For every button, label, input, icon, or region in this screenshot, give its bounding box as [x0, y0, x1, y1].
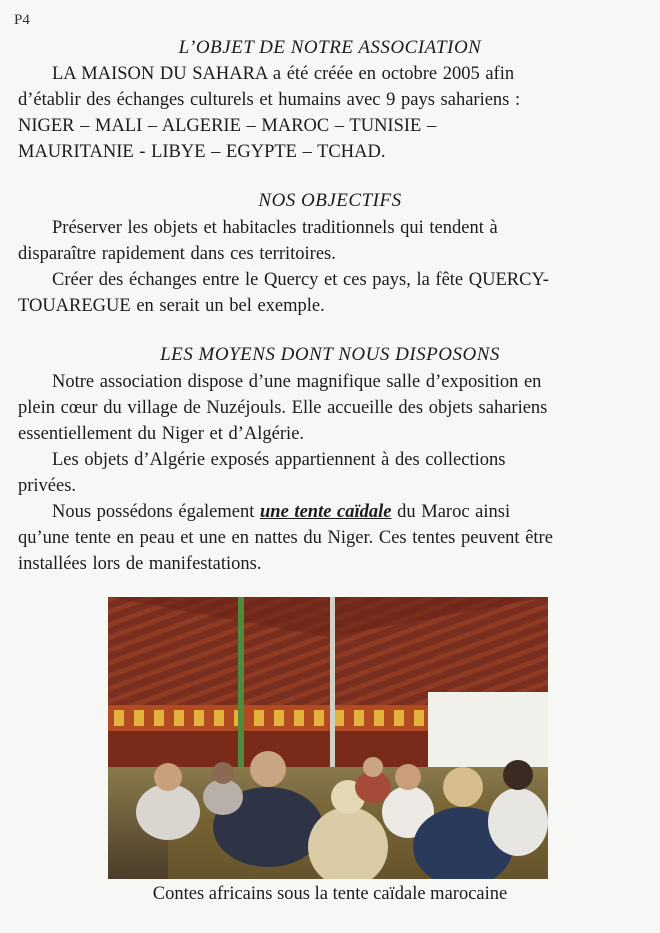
emphasized-text: une tente caïdale: [260, 502, 392, 522]
text-line: disparaître rapidement dans ces territoires.: [18, 244, 336, 264]
page-number: P4: [14, 12, 30, 28]
text-line: installées lors de manifestations.: [18, 554, 262, 574]
photo-caption: Contes africains sous la tente caïdale marocaine: [152, 884, 508, 904]
paragraph-objectives: [18, 215, 646, 319]
text-span: Nous possédons également: [52, 502, 261, 522]
tent-photo: [108, 597, 548, 879]
paragraph-means: [18, 369, 646, 577]
text-line: Notre association dispose d’une magnifique salle d’exposition en: [52, 372, 542, 392]
text-line: NIGER – MALI – ALGERIE – MAROC – TUNISIE –: [18, 116, 437, 136]
text-line: LA MAISON DU SAHARA a été créée en octobre 2005 afin: [52, 64, 515, 84]
text-span: du Maroc ainsi: [391, 502, 511, 522]
text-line: privées.: [18, 476, 77, 496]
text-line: Créer des échanges entre le Quercy et ces pays, la fête QUERCY-: [52, 270, 549, 290]
text-line: plein cœur du village de Nuzéjouls. Elle accueille des objets sahariens: [18, 398, 548, 418]
text-line: essentiellement du Niger et d’Algérie.: [18, 424, 305, 444]
text-line: d’établir des échanges culturels et humains avec 9 pays sahariens :: [18, 90, 521, 110]
text-line: TOUAREGUE en serait un bel exemple.: [18, 296, 325, 316]
heading-objectives: NOS OBJECTIFS: [258, 190, 402, 211]
text-line: MAURITANIE - LIBYE – EGYPTE – TCHAD.: [18, 142, 386, 162]
heading-means: LES MOYENS DONT NOUS DISPOSONS: [160, 344, 500, 365]
paragraph-association-purpose: [18, 61, 646, 165]
text-line: Les objets d’Algérie exposés appartiennent à des collections: [52, 450, 506, 470]
text-line: qu’une tente en peau et une en nattes du Niger. Ces tentes peuvent être: [18, 528, 553, 548]
text-line: Préserver les objets et habitacles traditionnels qui tendent à: [52, 218, 498, 238]
heading-association-purpose: L’OBJET DE NOTRE ASSOCIATION: [178, 37, 482, 58]
text-line: [18, 499, 646, 525]
tent-photo-illustration: [108, 597, 548, 879]
